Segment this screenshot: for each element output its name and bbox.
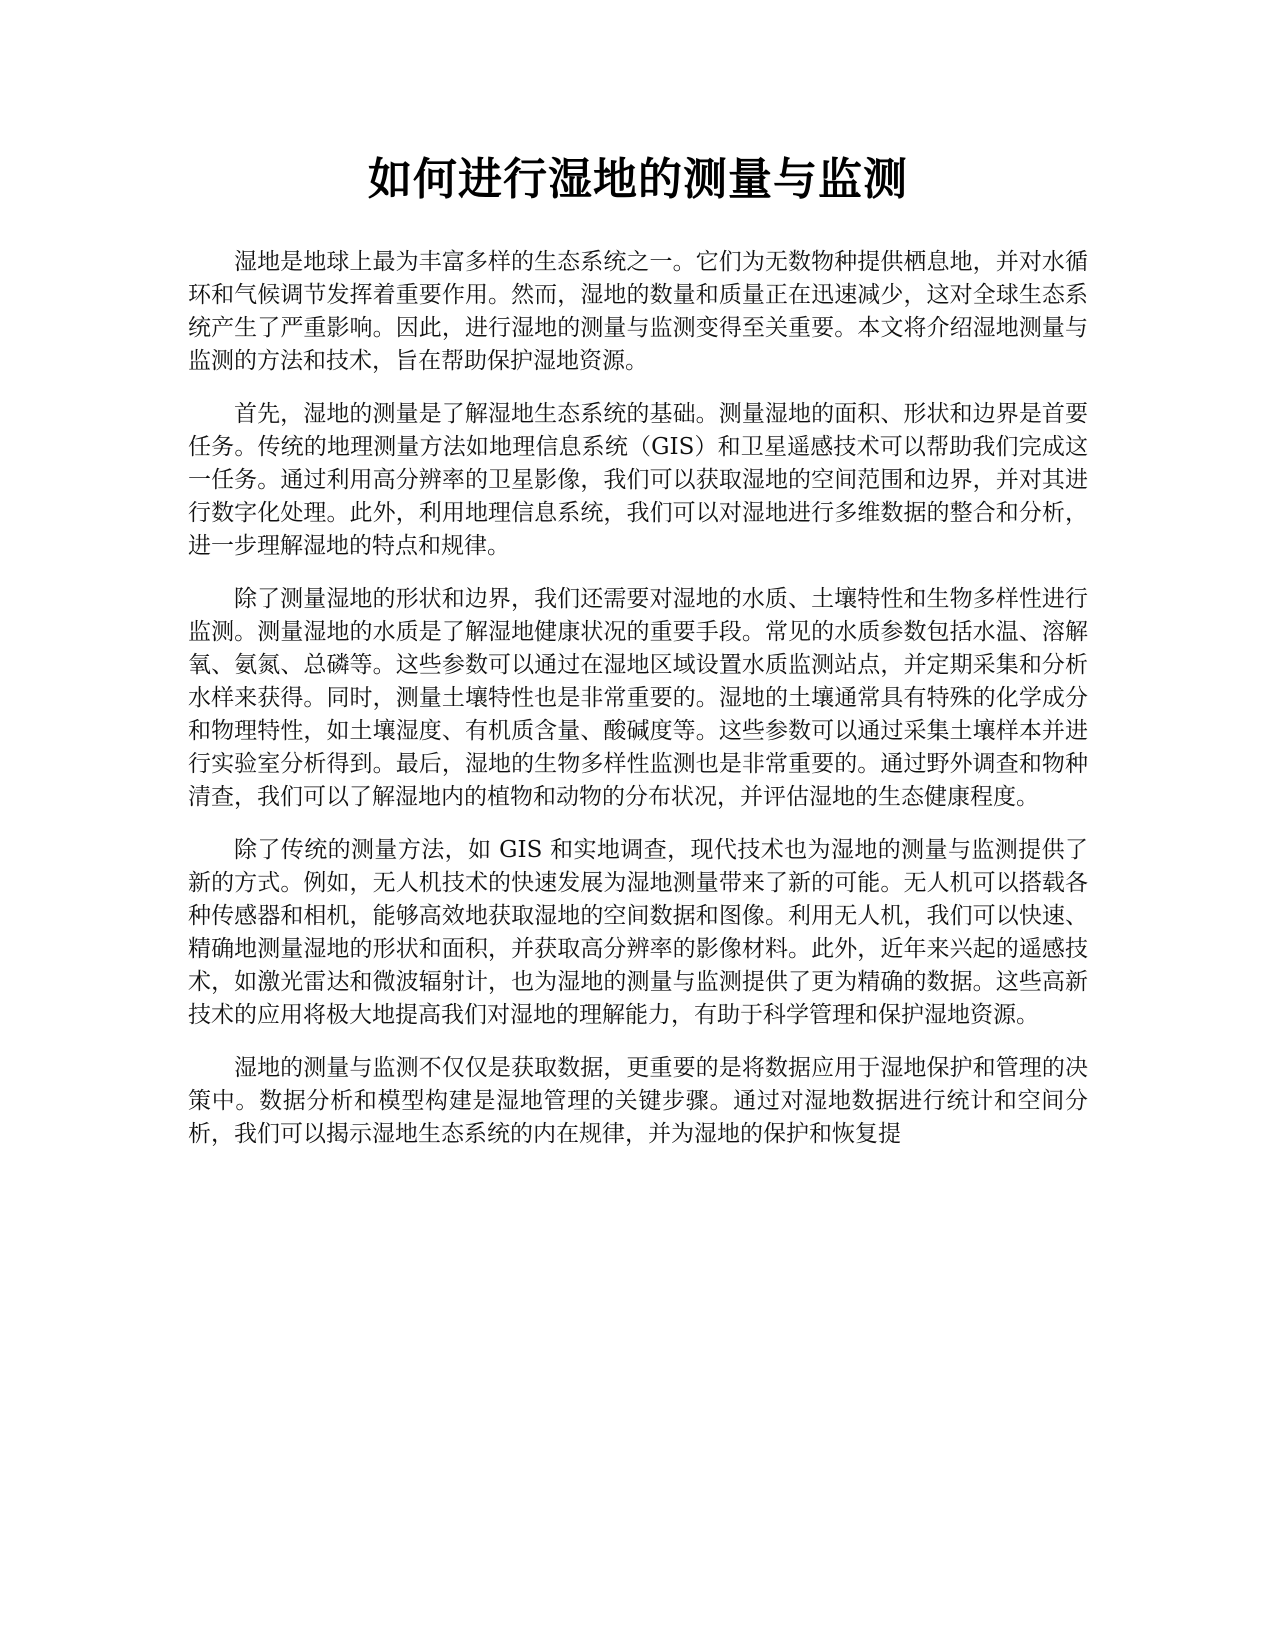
document-body (188, 142, 1088, 1171)
document-title: 如何进行湿地的测量与监测 (368, 154, 908, 205)
paragraph-3: 除了测量湿地的形状和边界，我们还需要对湿地的水质、土壤特性和生物多样性进行监测。测量湿地的水质是了解湿地健康状况的重要手段。常见的水质参数包括水温、溶解氧、氨氮、总磷等。这些参数可以通过在湿地区域设置水质监测站点，并定期采集和分析水样来获得。同时，测量土壤特性也是非常重要的。湿地的土壤通常具有特殊的化学成分和物理特性，如土壤湿度、有机质含量、酸碱度等。这些参数可以通过采集土壤样本并进行实验室分析得到。最后，湿地的生物多样性监测也是非常重要的。通过野外调查和物种清查，我们可以了解湿地内的植物和动物的分布状况，并评估湿地的生态健康程度。 (188, 586, 1088, 810)
paragraph-2: 首先，湿地的测量是了解湿地生态系统的基础。测量湿地的面积、形状和边界是首要任务。传统的地理测量方法如地理信息系统（GIS）和卫星遥感技术可以帮助我们完成这一任务。通过利用高分辨率的卫星影像，我们可以获取湿地的空间范围和边界，并对其进行数字化处理。此外，利用地理信息系统，我们可以对湿地进行多维数据的整合和分析，进一步理解湿地的特点和规律。 (188, 401, 1088, 559)
paragraph-5: 湿地的测量与监测不仅仅是获取数据，更重要的是将数据应用于湿地保护和管理的决策中。数据分析和模型构建是湿地管理的关键步骤。通过对湿地数据进行统计和空间分析，我们可以揭示湿地生态系统的内在规律，并为湿地的保护和恢复提 (188, 1055, 1088, 1147)
paragraph-4: 除了传统的测量方法，如 GIS 和实地调查，现代技术也为湿地的测量与监测提供了新的方式。例如，无人机技术的快速发展为湿地测量带来了新的可能。无人机可以搭载各种传感器和相机，能够高效地获取湿地的空间数据和图像。利用无人机，我们可以快速、精确地测量湿地的形状和面积，并获取高分辨率的影像材料。此外，近年来兴起的遥感技术，如激光雷达和微波辐射计，也为湿地的测量与监测提供了更为精确的数据。这些高新技术的应用将极大地提高我们对湿地的理解能力，有助于科学管理和保护湿地资源。 (188, 837, 1088, 1028)
paragraph-1: 湿地是地球上最为丰富多样的生态系统之一。它们为无数物种提供栖息地，并对水循环和气候调节发挥着重要作用。然而，湿地的数量和质量正在迅速减少，这对全球生态系统产生了严重影响。因此，进行湿地的测量与监测变得至关重要。本文将介绍湿地测量与监测的方法和技术，旨在帮助保护湿地资源。 (188, 249, 1088, 374)
